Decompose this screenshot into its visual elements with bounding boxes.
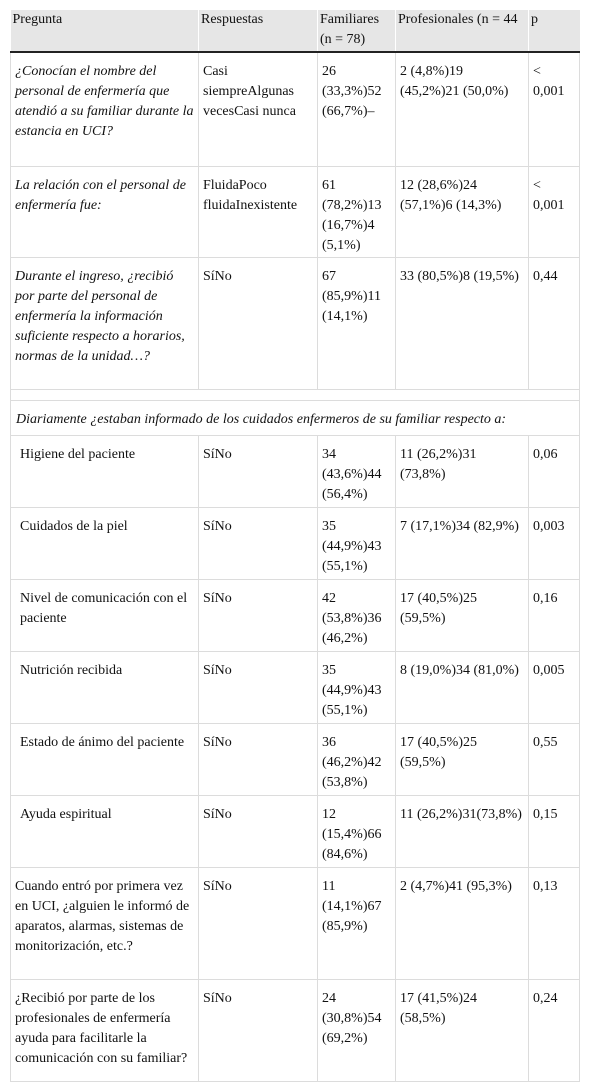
cell-familiares: 61 (78,2%)13 (16,7%)4 (5,1%) — [318, 167, 396, 258]
header-familiares-n: (n = 78) — [320, 32, 366, 47]
table-row — [11, 868, 580, 980]
header-p: p — [529, 10, 580, 52]
cell-respuestas: SíNo — [199, 580, 318, 652]
cell-p: < 0,001 — [529, 52, 580, 167]
cell-pregunta: Estado de ánimo del paciente — [11, 724, 199, 796]
cell-p: < 0,001 — [529, 167, 580, 258]
cell-profesionales: 17 (40,5%)25 (59,5%) — [396, 724, 529, 796]
cell-p: 0,15 — [529, 796, 580, 868]
cell-profesionales: 17 (40,5%)25 (59,5%) — [396, 580, 529, 652]
cell-profesionales: 11 (26,2%)31(73,8%) — [396, 796, 529, 868]
cell-respuestas: SíNo — [199, 436, 318, 508]
section-row — [11, 401, 580, 436]
table-row — [11, 508, 580, 580]
cell-respuestas: Casi siempreAlgunas vecesCasi nunca — [199, 52, 318, 167]
cell-familiares: 11 (14,1%)67 (85,9%) — [318, 868, 396, 980]
cell-p: 0,55 — [529, 724, 580, 796]
table-row — [11, 258, 580, 390]
cell-p: 0,13 — [529, 868, 580, 980]
results-table — [10, 10, 580, 1082]
table-row — [11, 724, 580, 796]
cell-profesionales: 11 (26,2%)31 (73,8%) — [396, 436, 529, 508]
section-title: Diariamente ¿estaban informado de los cuidados enfermeros de su familiar respecto a: — [11, 401, 580, 436]
cell-familiares: 36 (46,2%)42 (53,8%) — [318, 724, 396, 796]
cell-pregunta: Ayuda espiritual — [11, 796, 199, 868]
cell-familiares: 12 (15,4%)66 (84,6%) — [318, 796, 396, 868]
cell-familiares: 42 (53,8%)36 (46,2%) — [318, 580, 396, 652]
table-row — [11, 980, 580, 1082]
cell-pregunta: Nutrición recibida — [11, 652, 199, 724]
cell-respuestas: SíNo — [199, 724, 318, 796]
cell-respuestas: SíNo — [199, 868, 318, 980]
table-body — [11, 52, 580, 1082]
cell-familiares: 67 (85,9%)11 (14,1%) — [318, 258, 396, 390]
table-row — [11, 167, 580, 258]
cell-respuestas: SíNo — [199, 980, 318, 1082]
cell-respuestas: SíNo — [199, 508, 318, 580]
table-header — [11, 10, 580, 52]
cell-pregunta: Nivel de comunicación con el paciente — [11, 580, 199, 652]
cell-pregunta: Higiene del paciente — [11, 436, 199, 508]
cell-pregunta: ¿Recibió por parte de los profesionales de enfermería ayuda para facilitarle la comunicación con su familiar? — [11, 980, 199, 1082]
table-row — [11, 796, 580, 868]
header-familiares-label: Familiares — [320, 12, 380, 27]
header-row — [11, 10, 580, 52]
cell-p: 0,06 — [529, 436, 580, 508]
cell-familiares: 24 (30,8%)54 (69,2%) — [318, 980, 396, 1082]
cell-profesionales: 2 (4,8%)19 (45,2%)21 (50,0%) — [396, 52, 529, 167]
cell-respuestas: SíNo — [199, 258, 318, 390]
cell-p: 0,005 — [529, 652, 580, 724]
cell-p: 0,24 — [529, 980, 580, 1082]
cell-profesionales: 2 (4,7%)41 (95,3%) — [396, 868, 529, 980]
spacer-row — [11, 390, 580, 401]
header-respuestas: Respuestas — [199, 10, 318, 52]
table-row — [11, 436, 580, 508]
cell-profesionales: 7 (17,1%)34 (82,9%) — [396, 508, 529, 580]
header-pregunta: Pregunta — [11, 10, 199, 52]
cell-pregunta: Cuidados de la piel — [11, 508, 199, 580]
spacer-cell — [11, 390, 580, 401]
header-familiares — [318, 10, 396, 52]
cell-p: 0,16 — [529, 580, 580, 652]
cell-pregunta: La relación con el personal de enfermería fue: — [11, 167, 199, 258]
cell-p: 0,003 — [529, 508, 580, 580]
cell-respuestas: SíNo — [199, 652, 318, 724]
table-row — [11, 652, 580, 724]
cell-respuestas: SíNo — [199, 796, 318, 868]
cell-profesionales: 33 (80,5%)8 (19,5%) — [396, 258, 529, 390]
cell-familiares: 34 (43,6%)44 (56,4%) — [318, 436, 396, 508]
cell-pregunta: ¿Conocían el nombre del personal de enfermería que atendió a su familiar durante la estancia en UCI? — [11, 52, 199, 167]
cell-profesionales: 12 (28,6%)24 (57,1%)6 (14,3%) — [396, 167, 529, 258]
cell-familiares: 26 (33,3%)52 (66,7%)– — [318, 52, 396, 167]
cell-profesionales: 17 (41,5%)24 (58,5%) — [396, 980, 529, 1082]
cell-pregunta: Cuando entró por primera vez en UCI, ¿alguien le informó de aparatos, alarmas, sistemas de monitorización, etc.? — [11, 868, 199, 980]
cell-familiares: 35 (44,9%)43 (55,1%) — [318, 652, 396, 724]
cell-respuestas: FluidaPoco fluidaInexistente — [199, 167, 318, 258]
table-row — [11, 52, 580, 167]
cell-pregunta: Durante el ingreso, ¿recibió por parte del personal de enfermería la información suficiente respecto a horarios, normas de la unidad…? — [11, 258, 199, 390]
cell-p: 0,44 — [529, 258, 580, 390]
header-profesionales: Profesionales (n = 44 — [396, 10, 529, 52]
cell-profesionales: 8 (19,0%)34 (81,0%) — [396, 652, 529, 724]
cell-familiares: 35 (44,9%)43 (55,1%) — [318, 508, 396, 580]
table-row — [11, 580, 580, 652]
